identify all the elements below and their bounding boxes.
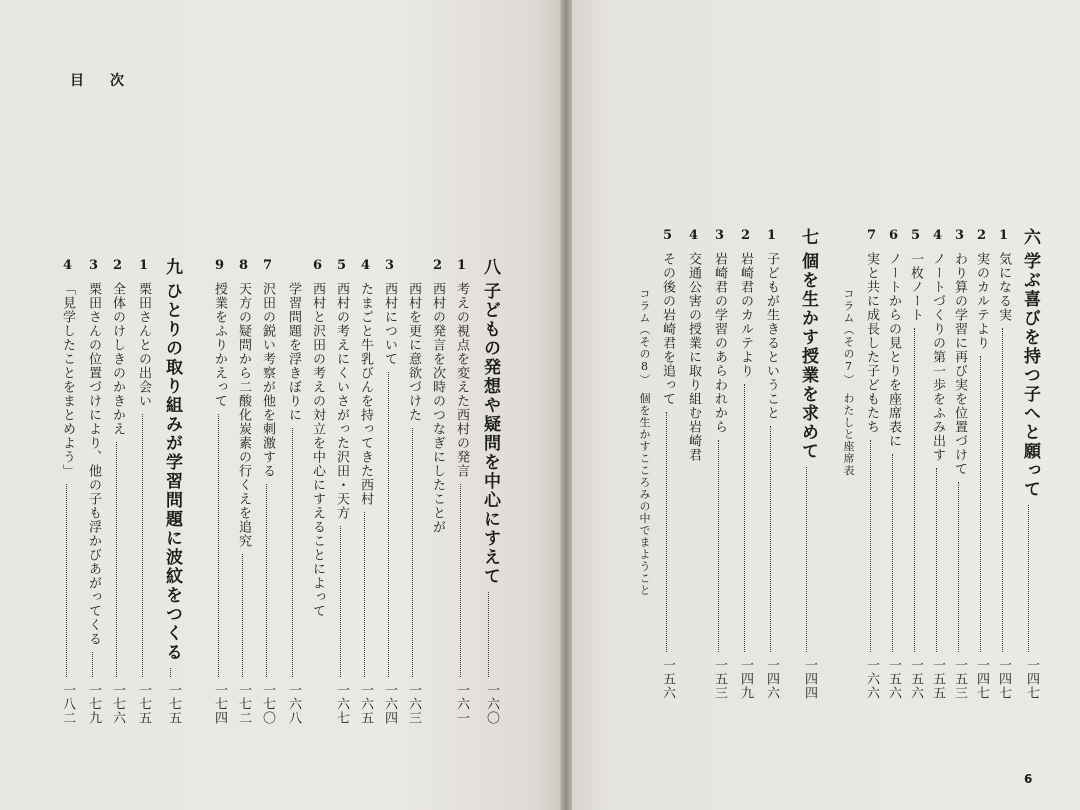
entry-page: 一六八: [286, 683, 301, 725]
entry-page: 一四七: [1024, 658, 1039, 700]
leader-dots: [1028, 505, 1029, 652]
leader-dots: [666, 412, 667, 652]
entry-number: 3: [86, 258, 101, 274]
entry-number: 3: [952, 228, 967, 244]
toc-entry: [972, 0, 988, 810]
entry-title: 個を生かす授業を求めて: [798, 252, 818, 461]
entry-title: 子どもが生きるということ: [764, 252, 779, 420]
toc-entry: [452, 0, 468, 810]
entry-page: 一六六: [864, 658, 879, 700]
entry-title: ノートからの見とりを座席表に: [886, 252, 901, 448]
entry-number: 3: [712, 228, 727, 244]
leader-dots: [718, 440, 719, 652]
entry-title: 気になる実: [996, 252, 1011, 322]
entry-page: 一五三: [712, 658, 727, 700]
toc-entry: [710, 0, 726, 810]
entry-number: 6: [310, 258, 325, 274]
leader-dots: [460, 484, 461, 677]
leader-dots: [66, 484, 67, 677]
entry-page: 一四四: [802, 658, 817, 700]
entry-number: 2: [738, 228, 753, 244]
entry-page: 一四六: [764, 658, 779, 700]
entry-title: 一枚ノート: [908, 252, 923, 322]
entry-page: 一七二: [236, 683, 251, 725]
entry-number: 9: [212, 258, 227, 274]
entry-page: 一六三: [406, 683, 421, 725]
leader-dots: [292, 428, 293, 677]
leader-dots: [116, 442, 117, 677]
entry-title: 学習問題を浮きぼりに: [286, 282, 301, 422]
toc-entry: [108, 0, 124, 810]
entry-number: 3: [382, 258, 397, 274]
leader-dots: [936, 468, 937, 652]
entry-page: 一四七: [974, 658, 989, 700]
leader-dots: [142, 414, 143, 677]
entry-number: 4: [60, 258, 75, 274]
entry-number: 4: [930, 228, 945, 244]
leader-dots: [1002, 328, 1003, 652]
toc-entry: [404, 0, 420, 810]
entry-title: ひとりの取り組みが学習問題に波紋をつくる: [162, 282, 182, 662]
entry-title: 岩崎君のカルテより: [738, 252, 753, 378]
entry-title: 西村を更に意欲づけた: [406, 282, 421, 422]
toc-entry: [258, 0, 274, 810]
toc-entry: [736, 0, 752, 810]
entry-number: 2: [110, 258, 125, 274]
leader-dots: [340, 526, 341, 677]
entry-number: 2: [974, 228, 989, 244]
column-entry: [838, 0, 854, 810]
leader-dots: [870, 440, 871, 652]
leader-dots: [770, 426, 771, 652]
entry-title: 西村の考えにくいさがった沢田・天方: [334, 282, 349, 520]
entry-number: 8: [236, 258, 251, 274]
entry-title: わり算の学習に再び実を位置づけて: [952, 252, 967, 476]
entry-number: 5: [660, 228, 675, 244]
toc-entry: [284, 0, 300, 810]
entry-number: 4: [358, 258, 373, 274]
entry-number: 5: [334, 258, 349, 274]
toc-entry: [994, 0, 1010, 810]
entry-page: 一七五: [166, 683, 181, 725]
entry-page: 一八二: [60, 683, 75, 725]
chapter-entry: [1018, 0, 1038, 810]
entry-title: 天方の疑問から二酸化炭素の行くえを追究: [236, 282, 251, 548]
entry-title: コラム（その8） 個を生かすこころみの中でまようこと: [638, 288, 651, 597]
leader-dots: [958, 482, 959, 652]
toc-entry: [58, 0, 74, 810]
entry-page: 一五六: [908, 658, 923, 700]
leader-dots: [170, 668, 171, 677]
entry-page: 一五三: [952, 658, 967, 700]
entry-title: コラム（その7） わたしと座席表: [842, 288, 855, 477]
leader-dots: [980, 356, 981, 652]
toc-entry: [762, 0, 778, 810]
entry-page: 一七五: [136, 683, 151, 725]
entry-number: 1: [996, 228, 1011, 244]
entry-number: 6: [886, 228, 901, 244]
entry-title: その後の岩崎君を追って: [660, 252, 675, 406]
entry-number: 七: [798, 228, 818, 246]
entry-page: 一五六: [660, 658, 675, 700]
leader-dots: [218, 414, 219, 677]
entry-page: 一七九: [86, 683, 101, 725]
book-gutter: [560, 0, 572, 810]
toc-entry: [684, 0, 700, 810]
leader-dots: [914, 328, 915, 652]
toc-entry: [332, 0, 348, 810]
leader-dots: [266, 484, 267, 677]
toc-entry: [658, 0, 674, 810]
toc-entry: [84, 0, 100, 810]
entry-number: 5: [908, 228, 923, 244]
entry-page: 一四七: [996, 658, 1011, 700]
entry-page: 一六一: [454, 683, 469, 725]
entry-page: 一六〇: [484, 683, 499, 725]
leader-dots: [488, 592, 489, 677]
entry-page: 一七六: [110, 683, 125, 725]
toc-heading: 目次: [70, 73, 150, 89]
entry-page: 一七〇: [260, 683, 275, 725]
leader-dots: [412, 428, 413, 677]
entry-page: 一六五: [358, 683, 373, 725]
entry-title: 岩崎君の学習のあらわれから: [712, 252, 727, 434]
leader-dots: [892, 454, 893, 652]
toc-entry: [862, 0, 878, 810]
entry-title: 西村について: [382, 282, 397, 366]
page-number: 6: [1024, 772, 1033, 786]
entry-title: 学ぶ喜びを持つ子へと願って: [1020, 252, 1040, 499]
toc-entry: [356, 0, 372, 810]
entry-number: 八: [480, 258, 500, 276]
toc-entry: [884, 0, 900, 810]
entry-number: 1: [136, 258, 151, 274]
entry-title: 西村と沢田の考えの対立を中心にすえることによって: [310, 282, 325, 618]
leader-dots: [242, 554, 243, 677]
entry-page: 一五六: [886, 658, 901, 700]
toc-entry: [234, 0, 250, 810]
entry-number: 7: [864, 228, 879, 244]
entry-title: 実のカルテより: [974, 252, 989, 350]
leader-dots: [92, 652, 93, 677]
entry-number: 4: [686, 228, 701, 244]
entry-number: 1: [454, 258, 469, 274]
entry-title: 「見学したことをまとめよう」: [60, 282, 75, 478]
entry-title: 全体のけしきのかきかえ: [110, 282, 125, 436]
toc-entry: [906, 0, 922, 810]
entry-title: 栗田さんの位置づけにより、他の子も浮かびあがってくる: [86, 282, 101, 646]
chapter-entry: [160, 0, 180, 810]
toc-entry: [210, 0, 226, 810]
entry-title: 栗田さんとの出会い: [136, 282, 151, 408]
entry-page: 一七四: [212, 683, 227, 725]
entry-title: 授業をふりかえって: [212, 282, 227, 408]
entry-title: たまごと牛乳びんを持ってきた西村: [358, 282, 373, 506]
toc-entry: [928, 0, 944, 810]
entry-page: 一六七: [334, 683, 349, 725]
entry-title: 西村の発言を次時のつなぎにしたことが: [430, 282, 445, 534]
leader-dots: [744, 384, 745, 652]
toc-entry: [134, 0, 150, 810]
entry-number: 2: [430, 258, 445, 274]
entry-title: ノートづくりの第一歩をふみ出す: [930, 252, 945, 462]
entry-number: 1: [764, 228, 779, 244]
entry-title: 考えの視点を変えた西村の発言: [454, 282, 469, 478]
leader-dots: [364, 512, 365, 677]
entry-page: 一四九: [738, 658, 753, 700]
entry-number: 7: [260, 258, 275, 274]
entry-title: 子どもの発想や疑問を中心にすえて: [480, 282, 500, 586]
chapter-entry: [478, 0, 498, 810]
entry-title: 沢田の鋭い考察が他を刺激する: [260, 282, 275, 478]
leader-dots: [388, 372, 389, 677]
chapter-entry: [796, 0, 816, 810]
entry-page: 一六四: [382, 683, 397, 725]
entry-title: 交通公害の授業に取り組む岩崎君: [686, 252, 701, 462]
entry-number: 六: [1020, 228, 1040, 246]
column-entry: [634, 0, 650, 810]
toc-entry: [380, 0, 396, 810]
leader-dots: [806, 467, 807, 652]
entry-number: 九: [162, 258, 182, 276]
entry-title: 実と共に成長した子どもたち: [864, 252, 879, 434]
toc-entry: [308, 0, 324, 810]
entry-page: 一五五: [930, 658, 945, 700]
toc-entry: [950, 0, 966, 810]
toc-entry: [428, 0, 444, 810]
